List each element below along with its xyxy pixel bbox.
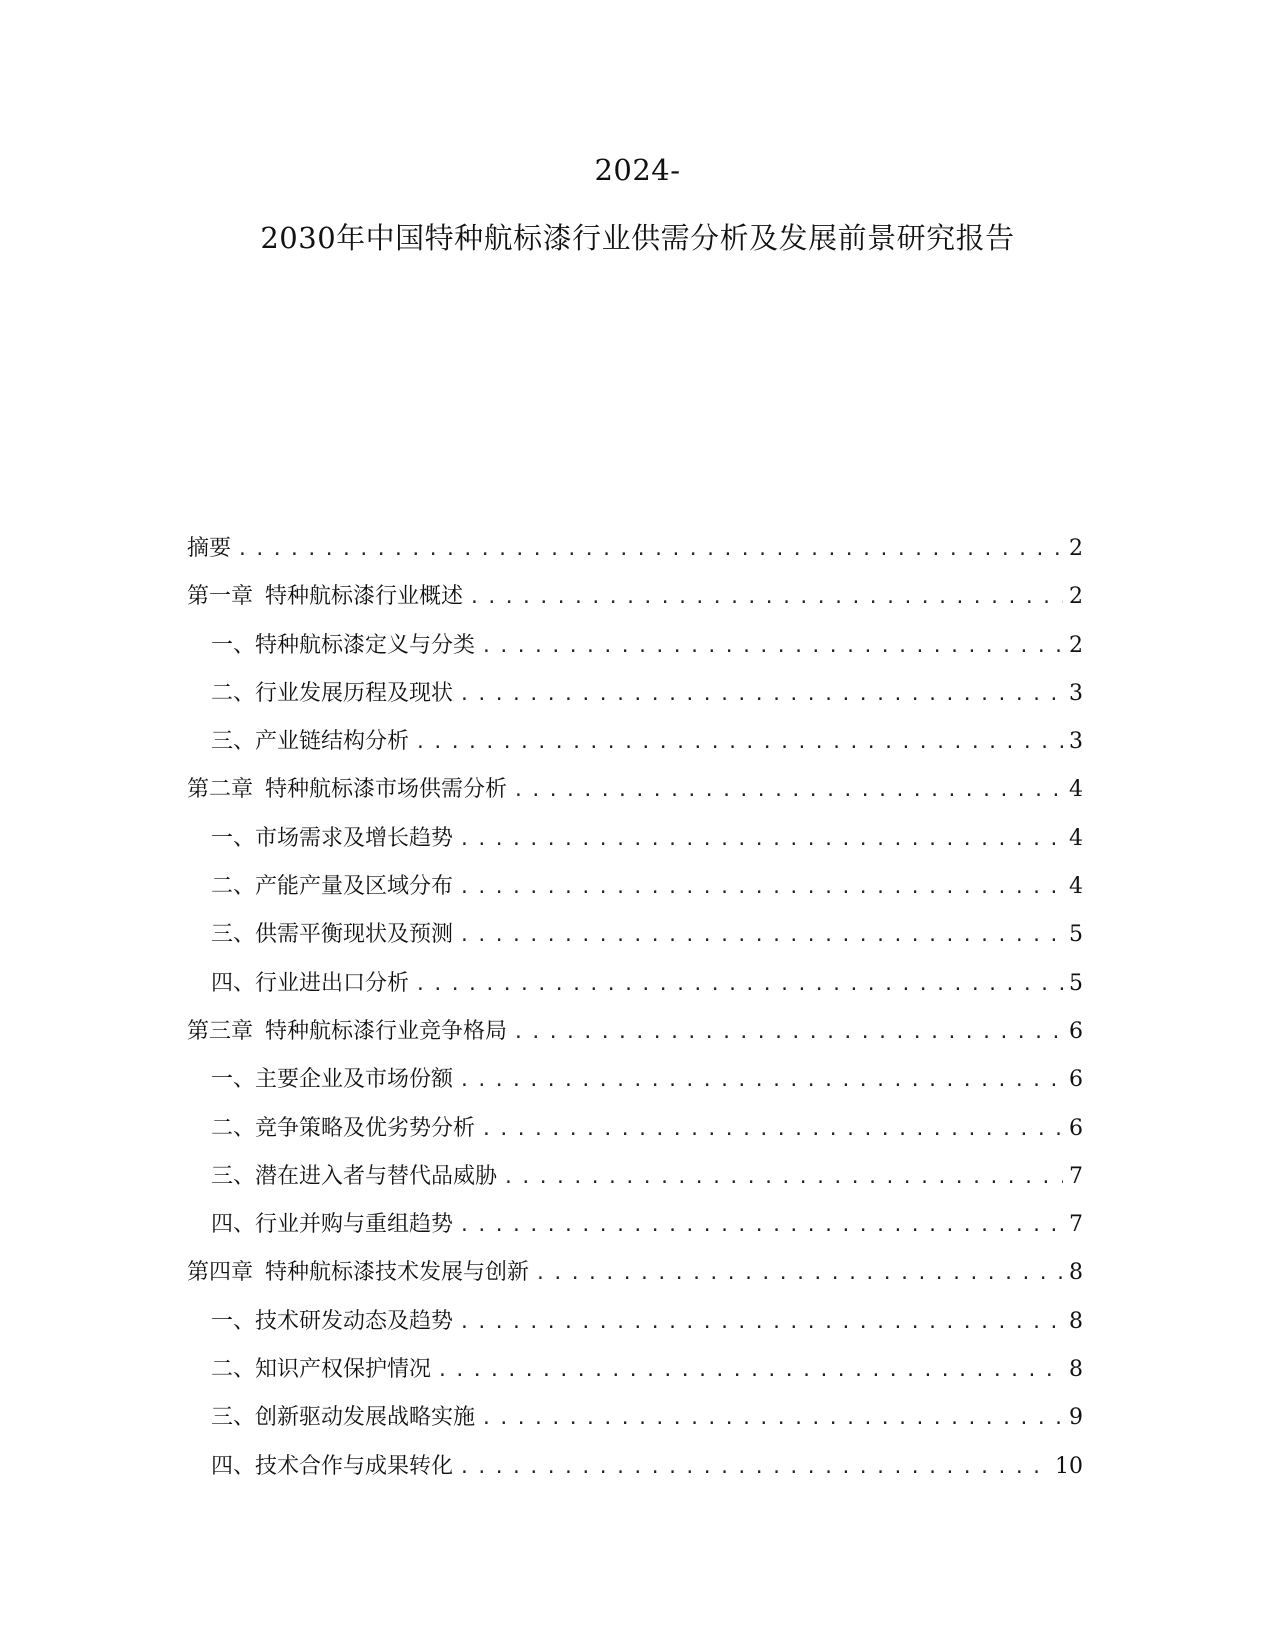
toc-entry-number: 第四章 [187, 1260, 254, 1286]
toc-page-number: 4 [1069, 825, 1083, 851]
toc-page-number: 9 [1069, 1405, 1083, 1431]
toc-dot-leader [459, 1210, 1063, 1242]
toc-entry[interactable] [187, 1064, 1083, 1112]
toc-dot-leader [513, 775, 1063, 807]
toc-page-number: 8 [1069, 1308, 1083, 1334]
toc-entry-title: 行业并购与重组趋势 [255, 1212, 454, 1238]
toc-dot-leader [415, 727, 1063, 759]
toc-page-number: 3 [1069, 680, 1083, 706]
toc-dot-leader [459, 824, 1063, 856]
toc-page-number: 2 [1069, 584, 1083, 610]
toc-page-number: 4 [1069, 777, 1083, 803]
toc-entry[interactable] [187, 1257, 1083, 1305]
toc-entry-title: 知识产权保护情况 [255, 1357, 432, 1383]
toc-entry-number: 一、 [211, 1067, 256, 1093]
toc-dot-leader [437, 1355, 1063, 1387]
toc-entry[interactable] [187, 1402, 1083, 1450]
toc-dot-leader [535, 1258, 1063, 1290]
toc-page-number: 6 [1069, 1067, 1083, 1093]
toc-entry-title: 特种航标漆定义与分类 [255, 632, 476, 658]
toc-entry-number: 四、 [211, 970, 256, 996]
toc-entry-title: 行业发展历程及现状 [255, 680, 454, 706]
toc-page-number: 7 [1069, 1163, 1083, 1189]
toc-dot-leader [481, 1114, 1063, 1146]
toc-dot-leader [459, 920, 1063, 952]
toc-page-number: 3 [1069, 729, 1083, 755]
toc-entry-title: 摘要 [187, 536, 232, 561]
toc-dot-leader [513, 1017, 1063, 1049]
toc-entry-number: 二、 [211, 1115, 256, 1141]
toc-entry-number: 第一章 [187, 584, 254, 610]
toc-entry-title: 技术研发动态及趋势 [255, 1308, 454, 1334]
toc-entry[interactable] [187, 726, 1083, 774]
toc-entry-title: 特种航标漆行业概述 [265, 584, 464, 610]
toc-entry[interactable] [187, 581, 1083, 629]
toc-entry-number: 二、 [211, 680, 256, 706]
toc-entry[interactable] [187, 1451, 1083, 1499]
toc-dot-leader [459, 1307, 1063, 1339]
toc-dot-leader [459, 1065, 1063, 1097]
toc-dot-leader [469, 582, 1063, 614]
toc-page-number: 7 [1069, 1212, 1083, 1238]
toc-page-number: 10 [1055, 1453, 1083, 1479]
toc-page-number: 8 [1069, 1357, 1083, 1383]
toc-entry[interactable] [187, 1306, 1083, 1354]
table-of-contents [187, 533, 1083, 1499]
toc-entry-title: 供需平衡现状及预测 [255, 922, 454, 948]
toc-entry-number: 第三章 [187, 1018, 254, 1044]
toc-entry-title: 主要企业及市场份额 [255, 1067, 454, 1093]
toc-entry-title: 产能产量及区域分布 [255, 874, 454, 900]
toc-entry[interactable] [187, 774, 1083, 822]
toc-entry-title: 潜在进入者与替代品威胁 [255, 1163, 498, 1189]
toc-dot-leader [503, 1162, 1063, 1194]
toc-entry-title: 行业进出口分析 [255, 970, 410, 996]
toc-entry[interactable] [187, 919, 1083, 967]
toc-dot-leader [459, 679, 1063, 711]
toc-entry[interactable] [187, 1016, 1083, 1064]
toc-entry[interactable] [187, 871, 1083, 919]
toc-dot-leader [415, 969, 1063, 1001]
toc-page-number: 2 [1069, 632, 1083, 658]
toc-entry[interactable] [187, 823, 1083, 871]
toc-page-number: 8 [1069, 1260, 1083, 1286]
toc-page-number: 5 [1069, 970, 1083, 996]
toc-dot-leader [459, 872, 1063, 904]
toc-entry-title: 技术合作与成果转化 [255, 1453, 454, 1479]
toc-entry-number: 一、 [211, 825, 256, 851]
toc-entry-number: 一、 [211, 1308, 256, 1334]
toc-page-number: 2 [1069, 536, 1083, 561]
toc-entry-title: 市场需求及增长趋势 [255, 825, 454, 851]
toc-entry[interactable] [187, 630, 1083, 678]
report-title-line-1: 2024- [594, 153, 681, 187]
toc-dot-leader [481, 1403, 1063, 1435]
toc-page-number: 6 [1069, 1115, 1083, 1141]
toc-entry-number: 一、 [211, 632, 256, 658]
toc-entry-title: 产业链结构分析 [255, 729, 410, 755]
toc-dot-leader [459, 1452, 1049, 1484]
toc-entry-title: 特种航标漆行业竞争格局 [265, 1018, 508, 1044]
toc-dot-leader [481, 631, 1063, 663]
toc-entry[interactable] [187, 1354, 1083, 1402]
toc-entry-number: 三、 [211, 1405, 256, 1431]
toc-entry-number: 三、 [211, 729, 256, 755]
toc-entry-number: 二、 [211, 1357, 256, 1383]
toc-entry-title: 特种航标漆技术发展与创新 [265, 1260, 530, 1286]
toc-entry-number: 四、 [211, 1212, 256, 1238]
toc-entry-title: 竞争策略及优劣势分析 [255, 1115, 476, 1141]
toc-entry-title: 特种航标漆市场供需分析 [265, 777, 508, 803]
toc-page-number: 6 [1069, 1018, 1083, 1044]
toc-entry-number: 三、 [211, 922, 256, 948]
toc-entry[interactable] [187, 533, 1083, 581]
toc-entry[interactable] [187, 1113, 1083, 1161]
toc-page-number: 5 [1069, 922, 1083, 948]
toc-entry-number: 三、 [211, 1163, 256, 1189]
toc-page-number: 4 [1069, 874, 1083, 900]
toc-entry-title: 创新驱动发展战略实施 [255, 1405, 476, 1431]
toc-entry[interactable] [187, 1161, 1083, 1209]
toc-entry-number: 二、 [211, 874, 256, 900]
toc-entry[interactable] [187, 678, 1083, 726]
toc-entry[interactable] [187, 1209, 1083, 1257]
toc-entry-number: 第二章 [187, 777, 254, 803]
report-title-line-2: 2030年中国特种航标漆行业供需分析及发展前景研究报告 [260, 221, 1015, 255]
toc-dot-leader [237, 534, 1063, 566]
toc-entry-number: 四、 [211, 1453, 256, 1479]
toc-entry[interactable] [187, 968, 1083, 1016]
